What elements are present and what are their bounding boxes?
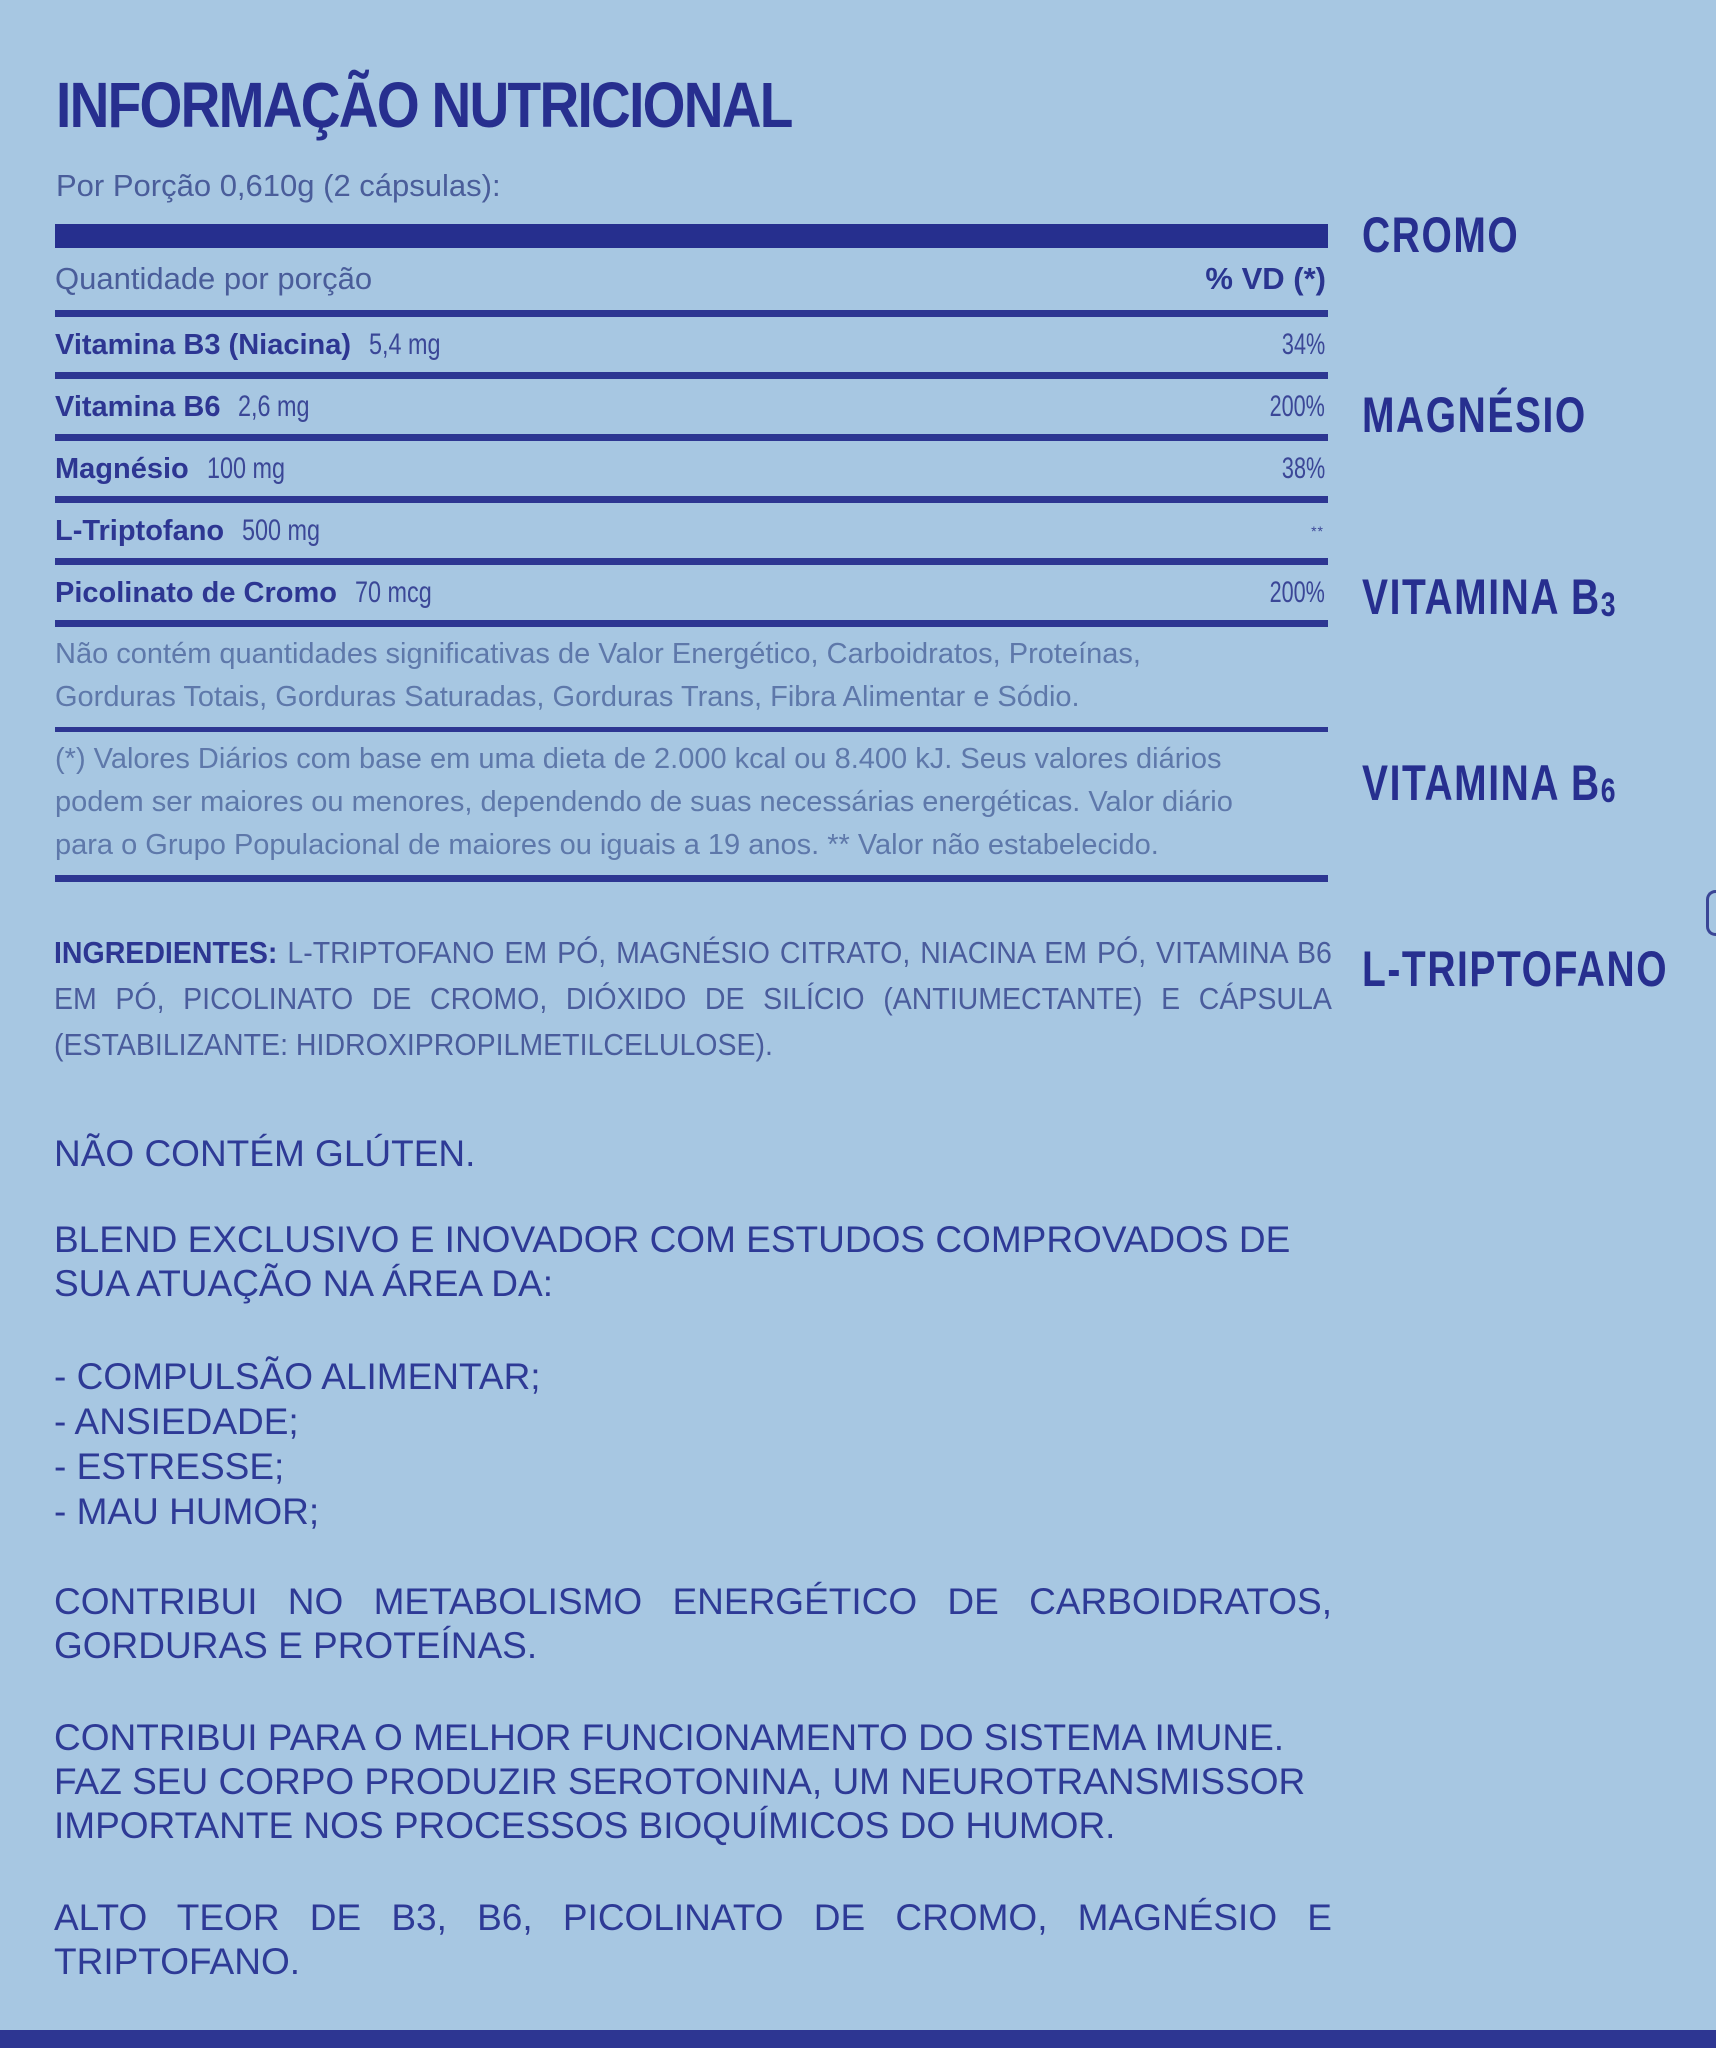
- divider: [55, 496, 1328, 503]
- metabolism-statement: CONTRIBUI NO METABOLISMO ENERGÉTICO DE CARBOIDRATOS, GORDURAS E PROTEÍNAS.: [54, 1581, 1332, 1666]
- footnote-line: para o Grupo Populacional de maiores ou iguais a 19 anos. ** Valor não estabelecido.: [55, 829, 1159, 861]
- divider: [55, 558, 1328, 565]
- table-header: [55, 248, 1328, 310]
- column-dv-label: % VD (*): [1205, 261, 1326, 296]
- list-item: - COMPULSÃO ALIMENTAR;: [54, 1356, 541, 1397]
- divider: [55, 372, 1328, 379]
- nutrient-name: Vitamina B3 (Niacina): [55, 328, 352, 361]
- blend-line: BLEND EXCLUSIVO E INOVADOR COM ESTUDOS COMPROVADOS DE: [54, 1219, 1291, 1260]
- note-line: Gorduras Totais, Gorduras Saturadas, Gorduras Trans, Fibra Alimentar e Sódio.: [55, 681, 1080, 713]
- nutrient-quantity: 500 mg: [242, 513, 321, 547]
- areas-list: [54, 1354, 1332, 1534]
- ingredients-label: INGREDIENTES:: [54, 935, 278, 970]
- nutrient-quantity: 5,4 mg: [369, 327, 441, 361]
- edge-mark: [1706, 890, 1716, 936]
- side-label-subscript: 3: [1600, 586, 1618, 624]
- divider: [55, 310, 1328, 317]
- side-label-triptofano: L-TRIPTOFANO: [1362, 941, 1669, 997]
- bottom-bar: [0, 2030, 1716, 2048]
- divider: [55, 434, 1328, 441]
- side-label-vitamina-b3: [1362, 568, 1617, 626]
- nutrient-dv: 200%: [1269, 575, 1326, 609]
- table-bottom-bar: [55, 875, 1328, 882]
- side-label-magnesio: MAGNÉSIO: [1362, 387, 1587, 443]
- nutrient-name: Picolinato de Cromo: [55, 576, 337, 609]
- table-row: [55, 441, 1328, 496]
- note-line: Não contém quantidades significativas de Valor Energético, Carboidratos, Proteínas,: [55, 638, 1141, 670]
- side-label-text: VITAMINA B: [1362, 569, 1601, 625]
- immune-line: IMPORTANTE NOS PROCESSOS BIOQUÍMICOS DO HUMOR.: [54, 1805, 1116, 1846]
- immune-line: CONTRIBUI PARA O MELHOR FUNCIONAMENTO DO SISTEMA IMUNE.: [54, 1717, 1285, 1758]
- list-item: - MAU HUMOR;: [54, 1491, 320, 1532]
- side-label-cromo: CROMO: [1362, 207, 1520, 263]
- list-item: - ESTRESSE;: [54, 1446, 285, 1487]
- side-label-vitamina-b6: [1362, 754, 1617, 812]
- table-row: [55, 379, 1328, 434]
- table-note: [55, 627, 1328, 727]
- nutrition-table: [55, 224, 1328, 882]
- nutrient-name: Vitamina B6: [55, 390, 221, 423]
- serving-size: Por Porção 0,610g (2 cápsulas):: [56, 168, 501, 203]
- side-label-subscript: 6: [1600, 772, 1618, 810]
- immune-line: FAZ SEU CORPO PRODUZIR SEROTONINA, UM NEUROTRANSMISSOR: [54, 1761, 1306, 1802]
- footnote-line: podem ser maiores ou menores, dependendo de suas necessárias energéticas. Valor diário: [55, 786, 1233, 818]
- page-title: INFORMAÇÃO NUTRICIONAL: [56, 69, 792, 141]
- high-content-statement: ALTO TEOR DE B3, B6, PICOLINATO DE CROMO, MAGNÉSIO E TRIPTOFANO.: [54, 1897, 1332, 1982]
- table-row: [55, 565, 1328, 620]
- table-footnote: [55, 732, 1328, 875]
- nutrient-name: Magnésio: [55, 452, 189, 485]
- nutrient-name: L-Triptofano: [55, 514, 225, 547]
- nutrient-quantity: 2,6 mg: [238, 389, 311, 423]
- nutrient-quantity: 100 mg: [206, 451, 285, 485]
- nutrient-dv: 34%: [1281, 327, 1326, 361]
- blend-line: SUA ATUAÇÃO NA ÁREA DA:: [54, 1263, 553, 1304]
- immune-statement: [54, 1716, 1332, 1848]
- nutrient-quantity: 70 mcg: [354, 575, 432, 609]
- blend-statement: [54, 1218, 1332, 1306]
- ingredients-block: [54, 930, 1332, 1068]
- nutrient-dv: 200%: [1269, 389, 1326, 423]
- table-row: [55, 503, 1328, 558]
- nutrient-dv: 38%: [1281, 451, 1326, 485]
- column-quantity-label: Quantidade por porção: [55, 261, 373, 296]
- gluten-statement: NÃO CONTÉM GLÚTEN.: [54, 1133, 476, 1174]
- table-top-bar: [55, 224, 1328, 248]
- table-row: [55, 317, 1328, 372]
- list-item: - ANSIEDADE;: [54, 1401, 299, 1442]
- nutrient-dv: **: [1311, 522, 1324, 539]
- ingredients-text: L-TRIPTOFANO EM PÓ, MAGNÉSIO CITRATO, NIACINA EM PÓ, VITAMINA B6 EM PÓ, PICOLINATO DE CROMO, DIÓXIDO DE SILÍCIO (ANTIUMECTANTE) E CÁPSULA (ESTABILIZANTE: HIDROXIPROPILMETILCELULOSE).: [54, 935, 1332, 1062]
- divider: [55, 620, 1328, 627]
- footnote-line: (*) Valores Diários com base em uma dieta de 2.000 kcal ou 8.400 kJ. Seus valores diários: [55, 743, 1222, 775]
- side-label-text: VITAMINA B: [1362, 755, 1601, 811]
